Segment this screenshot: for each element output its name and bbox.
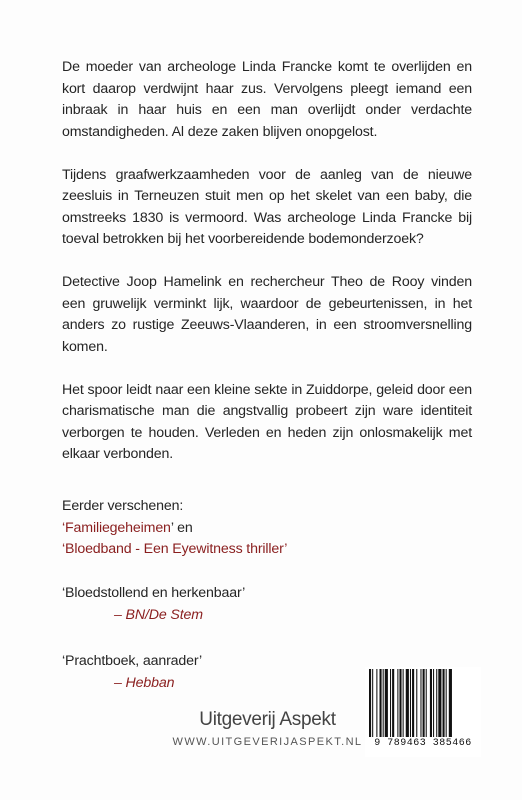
blurb <box>62 57 472 487</box>
barcode-bar <box>410 669 411 737</box>
barcode-bar <box>433 669 434 737</box>
review-source-name: Hebban <box>125 674 175 691</box>
barcode-bar <box>403 669 404 737</box>
review-source-name: BN/De Stem <box>125 606 203 623</box>
review-quote-2 <box>62 651 392 694</box>
barcode-bar <box>390 669 391 737</box>
barcode-bar <box>383 669 384 737</box>
earlier-title-2: Bloedband - Een Eyewitness thriller <box>65 541 285 557</box>
quote-mark: ‘ <box>62 541 66 557</box>
blurb-paragraph-1: De moeder van archeologe Linda Francke komt te overlijden en kort daarop verdwijnt haar zus. Vervolgens pleegt iemand een inbraak in haar huis en een man overlijdt onder verdachte omstandigheden. Al deze zaken blijven onopgelost. <box>62 59 472 140</box>
conjunction: ’ en <box>170 519 193 536</box>
quote-mark: ’ <box>284 541 288 557</box>
barcode-bar <box>420 669 421 737</box>
barcode-bar <box>426 669 427 737</box>
barcode-bar <box>385 669 388 737</box>
barcode-bar <box>397 669 398 737</box>
publisher-name: Uitgeverij Aspekt <box>199 709 336 730</box>
review-quote-1 <box>62 583 392 626</box>
review-source <box>62 605 392 627</box>
barcode-bar <box>446 669 447 737</box>
barcode-bar <box>372 669 373 737</box>
dash: – <box>114 674 126 691</box>
earlier-heading: Eerder verschenen: <box>62 498 184 514</box>
review-text: ‘Prachtboek, aanrader’ <box>62 653 202 669</box>
barcode-bar <box>416 669 417 737</box>
barcode-bar <box>449 669 452 737</box>
earlier-title-line-2 <box>62 539 392 561</box>
earlier-published <box>62 496 392 561</box>
earlier-title-1: Familiegeheimen <box>65 519 171 536</box>
barcode-bar <box>376 669 377 737</box>
review-source <box>62 673 392 695</box>
isbn-digits: 9 789463 385466 <box>374 738 472 749</box>
blurb-paragraph-3: Detective Joop Hamelink en rechercheur Theo de Rooy vinden een gruwelijk verminkt lijk, waardoor de gebeurtenissen, in het anders zo rustige Zeeuws-Vlaanderen, in een stroomversnelling komen. <box>62 274 472 355</box>
barcode-bar <box>443 669 445 737</box>
barcode-bar <box>423 669 425 737</box>
barcode-bar <box>399 669 401 737</box>
barcode-bar <box>369 669 371 737</box>
dash: – <box>114 606 126 623</box>
barcode-bar <box>406 669 409 737</box>
blurb-paragraph-4: Het spoor leidt naar een kleine sekte in Zuiddorpe, geleid door een charismatische man die angstvallig probeert zijn ware identiteit verborgen te houden. Verleden en heden zijn onlosmakelijk met elkaar verbonden. <box>62 381 472 462</box>
barcode-bars <box>369 669 477 739</box>
barcode-bar <box>436 669 437 737</box>
barcode-bar <box>380 669 382 737</box>
barcode-bar <box>412 669 414 737</box>
review-text: ‘Bloedstollend en herkenbaar’ <box>62 585 246 601</box>
barcode-bar <box>438 669 441 737</box>
earlier-title-line-1 <box>62 518 392 540</box>
publisher-website[interactable]: WWW.UITGEVERIJASPEKT.NL <box>172 736 363 748</box>
barcode-bar <box>430 669 432 737</box>
blurb-paragraph-2: Tijdens graafwerkzaamheden voor de aanleg van de nieuwe zeesluis in Terneuzen stuit men op het skelet van een baby, die omstreeks 1830 is vermoord. Was archeologe Linda Francke bij toeval betrokken bij het voorbereidende bodemonderzoek? <box>62 166 472 247</box>
quote-mark: ‘ <box>62 519 66 536</box>
barcode-bar <box>392 669 394 737</box>
isbn-barcode <box>365 667 481 757</box>
